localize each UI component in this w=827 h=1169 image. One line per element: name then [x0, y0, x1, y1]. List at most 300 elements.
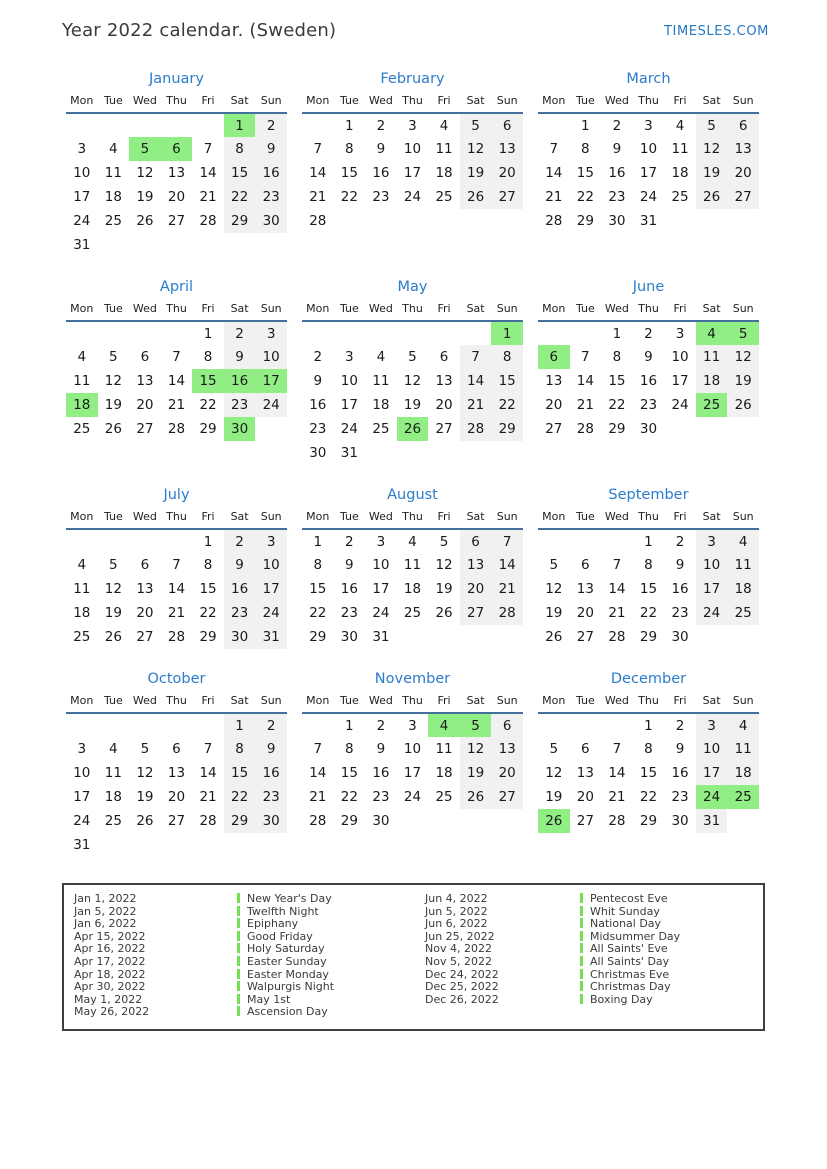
day-cell: 24 [696, 785, 728, 809]
day-cell: 28 [460, 417, 492, 441]
legend-column [425, 893, 763, 1019]
day-cell: 19 [545, 605, 563, 621]
day-cell: 30 [255, 809, 287, 833]
day-cell: 13 [727, 137, 759, 161]
day-cell: 10 [639, 141, 658, 157]
legend-date: Jun 5, 2022 [425, 904, 488, 918]
month-table [302, 94, 523, 233]
day-cell: 18 [696, 369, 728, 393]
day-cell: 16 [309, 397, 327, 413]
empty-cell [302, 321, 334, 345]
empty-cell [727, 417, 759, 441]
month-november [302, 671, 523, 833]
day-cell: 10 [671, 349, 689, 365]
brand-link[interactable]: TIMESLES.COM [663, 24, 769, 39]
day-cell: 23 [224, 601, 256, 625]
day-cell: 13 [136, 373, 154, 389]
month-june [538, 279, 759, 441]
month-december [538, 671, 759, 833]
day-cell: 20 [727, 161, 759, 185]
day-cell: 17 [639, 165, 658, 181]
day-cell: 19 [104, 397, 122, 413]
holiday-marker-icon [580, 943, 583, 953]
day-cell: 7 [313, 141, 323, 157]
empty-cell [98, 833, 130, 857]
day-cell: 28 [167, 629, 186, 645]
day-cell: 20 [167, 189, 186, 205]
day-cell: 29 [639, 813, 658, 829]
empty-cell [601, 529, 633, 553]
weekday-header: Wed [365, 302, 397, 321]
empty-cell [98, 321, 130, 345]
empty-cell [664, 209, 696, 233]
day-cell: 20 [435, 397, 453, 413]
weekday-header: Sun [491, 94, 523, 113]
day-cell: 16 [255, 761, 287, 785]
day-cell: 29 [340, 813, 358, 829]
day-cell: 8 [224, 137, 256, 161]
day-cell: 29 [309, 629, 327, 645]
day-cell: 22 [608, 397, 626, 413]
empty-cell [460, 209, 492, 233]
weekday-header: Tue [334, 694, 366, 713]
day-cell: 15 [199, 581, 217, 597]
day-cell: 30 [224, 625, 256, 649]
day-cell: 20 [136, 397, 154, 413]
empty-cell [365, 441, 397, 465]
day-cell: 4 [408, 533, 417, 550]
empty-cell [696, 209, 728, 233]
day-cell: 11 [73, 373, 91, 389]
weekday-header: Thu [397, 694, 429, 713]
legend-date: Dec 26, 2022 [425, 992, 499, 1006]
legend-holiday-name: Twelfth Night [247, 904, 319, 918]
day-cell: 24 [403, 189, 422, 205]
day-cell: 8 [644, 557, 653, 573]
weekday-header: Mon [66, 510, 98, 529]
day-cell: 9 [644, 349, 653, 365]
holiday-marker-icon [580, 969, 583, 979]
day-cell: 14 [491, 553, 523, 577]
day-cell: 16 [639, 373, 658, 389]
day-cell: 16 [224, 577, 256, 601]
day-cell: 21 [199, 189, 217, 205]
legend-holiday-name: Pentecost Eve [590, 892, 668, 905]
day-cell: 21 [309, 789, 327, 805]
weekday-header: Sat [460, 510, 492, 529]
legend-holiday [237, 1006, 425, 1019]
day-cell: 6 [460, 529, 492, 553]
day-cell: 14 [608, 581, 626, 597]
weekday-header: Sun [255, 94, 287, 113]
day-cell: 18 [372, 397, 390, 413]
holiday-marker-icon [237, 931, 240, 941]
weekday-header: Mon [66, 302, 98, 321]
weekday-header: Sat [460, 694, 492, 713]
day-cell: 27 [545, 421, 563, 437]
legend-holiday-name: Christmas Day [590, 980, 671, 994]
day-cell: 6 [140, 557, 150, 573]
month-september [538, 487, 759, 649]
day-cell: 18 [403, 581, 422, 597]
day-cell: 23 [372, 789, 390, 805]
day-cell: 2 [675, 717, 685, 734]
day-cell: 28 [199, 813, 217, 829]
empty-cell [696, 625, 728, 649]
day-cell: 20 [576, 605, 594, 621]
weekday-header: Thu [161, 694, 193, 713]
day-cell: 18 [727, 761, 759, 785]
day-cell: 21 [545, 189, 563, 205]
day-cell: 4 [77, 349, 87, 365]
legend-holiday-name: Holy Saturday [247, 942, 325, 956]
weekday-header: Sun [727, 510, 759, 529]
day-cell: 5 [549, 741, 559, 757]
empty-cell [538, 321, 570, 345]
day-cell: 26 [696, 185, 728, 209]
day-cell: 9 [313, 373, 323, 389]
empty-cell [460, 441, 492, 465]
day-cell: 31 [73, 237, 91, 253]
legend-holiday-name: Easter Monday [247, 967, 329, 981]
day-cell: 17 [73, 189, 91, 205]
empty-cell [397, 809, 429, 833]
day-cell: 19 [460, 761, 492, 785]
empty-cell [727, 209, 759, 233]
day-cell: 15 [340, 765, 358, 781]
weekday-header: Sun [491, 510, 523, 529]
weekday-header: Mon [66, 694, 98, 713]
day-cell: 30 [639, 421, 658, 437]
month-title: December [610, 671, 687, 687]
empty-cell [224, 833, 256, 857]
month-title: July [163, 487, 190, 503]
day-cell: 4 [727, 713, 759, 737]
day-cell: 25 [73, 629, 91, 645]
day-cell: 3 [376, 533, 386, 550]
page-title: Year 2022 calendar. (Sweden) [62, 20, 337, 41]
day-cell: 27 [136, 629, 154, 645]
day-cell: 17 [671, 373, 689, 389]
day-cell: 19 [727, 369, 759, 393]
day-cell: 14 [608, 765, 626, 781]
day-cell: 27 [460, 601, 492, 625]
day-cell: 24 [73, 213, 91, 229]
weekday-header: Wed [601, 510, 633, 529]
empty-cell [491, 809, 523, 833]
weekday-header: Wed [601, 694, 633, 713]
day-cell: 29 [576, 213, 594, 229]
day-cell: 15 [340, 165, 358, 181]
day-cell: 13 [435, 373, 453, 389]
empty-cell [397, 321, 429, 345]
day-cell: 3 [675, 325, 685, 342]
day-cell: 5 [140, 741, 150, 757]
day-cell: 2 [612, 117, 622, 134]
day-cell: 24 [403, 789, 422, 805]
day-cell: 28 [608, 813, 626, 829]
day-cell: 22 [576, 189, 594, 205]
day-cell: 5 [696, 113, 728, 137]
day-cell: 15 [224, 161, 256, 185]
day-cell: 6 [581, 557, 590, 573]
day-cell: 17 [696, 761, 728, 785]
day-cell: 11 [696, 345, 728, 369]
day-cell: 19 [435, 581, 453, 597]
weekday-header: Sat [460, 94, 492, 113]
empty-cell [66, 321, 98, 345]
legend-holiday-name: Whit Sunday [590, 904, 660, 918]
day-cell: 26 [460, 785, 492, 809]
empty-cell [98, 529, 130, 553]
weekday-header: Sun [727, 94, 759, 113]
weekday-header: Sun [491, 694, 523, 713]
weekday-header: Thu [633, 694, 665, 713]
day-cell: 14 [199, 765, 217, 781]
month-table [302, 302, 523, 465]
weekday-header: Mon [538, 302, 570, 321]
empty-cell [601, 713, 633, 737]
empty-cell [727, 809, 759, 833]
day-cell: 9 [612, 141, 622, 157]
day-cell: 14 [576, 373, 594, 389]
weekday-header: Thu [161, 302, 193, 321]
empty-cell [397, 441, 429, 465]
day-cell: 2 [224, 321, 256, 345]
empty-cell [664, 417, 696, 441]
empty-cell [365, 209, 397, 233]
day-cell: 11 [727, 553, 759, 577]
weekday-header: Wed [601, 94, 633, 113]
weekday-header: Fri [664, 94, 696, 113]
empty-cell [460, 625, 492, 649]
day-cell: 4 [675, 117, 685, 134]
weekday-header: Tue [570, 94, 602, 113]
weekday-header: Tue [98, 694, 130, 713]
day-cell: 13 [460, 553, 492, 577]
legend-date: Dec 25, 2022 [425, 980, 499, 994]
day-cell: 1 [644, 533, 653, 550]
day-cell: 24 [639, 189, 658, 205]
empty-cell [727, 625, 759, 649]
empty-cell [302, 713, 334, 737]
empty-cell [255, 233, 287, 257]
empty-cell [129, 113, 161, 137]
weekday-header: Sun [727, 302, 759, 321]
day-cell: 21 [167, 605, 186, 621]
day-cell: 16 [224, 369, 256, 393]
day-cell: 5 [408, 349, 417, 365]
day-cell: 20 [167, 789, 186, 805]
calendar-grid [66, 71, 827, 857]
day-cell: 28 [608, 629, 626, 645]
legend-column [74, 893, 425, 1019]
holiday-marker-icon [237, 906, 240, 916]
day-cell: 18 [73, 605, 91, 621]
day-cell: 18 [104, 189, 122, 205]
day-cell: 14 [309, 165, 327, 181]
day-cell: 10 [340, 373, 358, 389]
legend-holiday-name: National Day [590, 917, 662, 931]
day-cell: 13 [576, 765, 594, 781]
empty-cell [129, 233, 161, 257]
month-table [302, 694, 523, 833]
day-cell: 17 [255, 369, 287, 393]
day-cell: 3 [696, 713, 728, 737]
day-cell: 10 [403, 741, 422, 757]
month-title: April [159, 279, 194, 295]
empty-cell [192, 233, 224, 257]
day-cell: 22 [224, 785, 256, 809]
day-cell: 21 [608, 605, 626, 621]
day-cell: 8 [313, 557, 323, 573]
day-cell: 26 [538, 809, 570, 833]
day-cell: 24 [671, 397, 689, 413]
day-cell: 7 [313, 741, 323, 757]
empty-cell [334, 209, 366, 233]
day-cell: 9 [675, 557, 685, 573]
month-table [538, 510, 759, 649]
legend-date: Apr 17, 2022 [74, 954, 146, 968]
empty-cell [161, 713, 193, 737]
day-cell: 25 [435, 789, 453, 805]
empty-cell [161, 321, 193, 345]
weekday-header: Tue [570, 302, 602, 321]
day-cell: 7 [203, 141, 213, 157]
day-cell: 1 [345, 717, 354, 734]
month-title: September [608, 487, 689, 503]
day-cell: 16 [255, 161, 287, 185]
empty-cell [428, 809, 460, 833]
weekday-header: Tue [570, 510, 602, 529]
day-cell: 15 [639, 765, 658, 781]
day-cell: 26 [727, 393, 759, 417]
day-cell: 3 [644, 117, 653, 134]
day-cell: 28 [309, 813, 327, 829]
day-cell: 24 [255, 393, 287, 417]
day-cell: 17 [403, 165, 422, 181]
day-cell: 13 [576, 581, 594, 597]
holiday-marker-icon [237, 918, 240, 928]
empty-cell [129, 833, 161, 857]
day-cell: 3 [77, 141, 87, 157]
day-cell: 29 [199, 421, 217, 437]
day-cell: 6 [439, 349, 449, 365]
day-cell: 2 [345, 533, 354, 550]
day-cell: 25 [403, 605, 422, 621]
day-cell: 31 [73, 837, 91, 853]
day-cell: 19 [460, 161, 492, 185]
day-cell: 11 [435, 141, 453, 157]
day-cell: 13 [545, 373, 563, 389]
day-cell: 19 [104, 605, 122, 621]
weekday-header: Thu [161, 94, 193, 113]
day-cell: 26 [545, 629, 563, 645]
day-cell: 10 [403, 141, 422, 157]
empty-cell [460, 809, 492, 833]
month-title: August [387, 487, 438, 503]
day-cell: 20 [491, 761, 523, 785]
day-cell: 4 [77, 557, 87, 573]
weekday-header: Thu [161, 510, 193, 529]
weekday-header: Sat [224, 510, 256, 529]
weekday-header: Mon [66, 94, 98, 113]
day-cell: 8 [644, 741, 653, 757]
legend-holiday-name: All Saints' Day [590, 954, 670, 968]
day-cell: 3 [255, 529, 287, 553]
day-cell: 12 [460, 137, 492, 161]
day-cell: 12 [435, 557, 453, 573]
empty-cell [161, 529, 193, 553]
day-cell: 22 [224, 185, 256, 209]
day-cell: 8 [224, 737, 256, 761]
weekday-header: Sat [460, 302, 492, 321]
holiday-marker-icon [580, 893, 583, 903]
day-cell: 10 [73, 165, 91, 181]
day-cell: 21 [491, 577, 523, 601]
day-cell: 31 [639, 213, 658, 229]
empty-cell [129, 321, 161, 345]
day-cell: 25 [372, 421, 390, 437]
day-cell: 12 [727, 345, 759, 369]
weekday-header: Sun [255, 510, 287, 529]
day-cell: 29 [639, 629, 658, 645]
day-cell: 11 [403, 557, 422, 573]
legend-holiday-name: May 1st [247, 992, 291, 1006]
empty-cell [696, 417, 728, 441]
holiday-marker-icon [580, 994, 583, 1004]
day-cell: 30 [608, 213, 626, 229]
day-cell: 6 [161, 137, 193, 161]
day-cell: 22 [199, 397, 217, 413]
weekday-header: Tue [334, 94, 366, 113]
day-cell: 27 [491, 185, 523, 209]
weekday-header: Sat [696, 302, 728, 321]
day-cell: 3 [255, 321, 287, 345]
holiday-marker-icon [580, 906, 583, 916]
day-cell: 4 [109, 141, 118, 157]
day-cell: 1 [203, 325, 213, 342]
month-table [538, 694, 759, 833]
legend-date: May 26, 2022 [74, 1005, 150, 1019]
day-cell: 6 [140, 349, 150, 365]
day-cell: 19 [403, 397, 422, 413]
legend-date: Jan 6, 2022 [74, 917, 137, 931]
day-cell: 11 [73, 581, 91, 597]
day-cell: 18 [435, 165, 453, 181]
day-cell: 21 [576, 397, 594, 413]
legend-holiday-name: Easter Sunday [247, 954, 327, 968]
day-cell: 15 [608, 373, 626, 389]
day-cell: 29 [199, 629, 217, 645]
day-cell: 28 [199, 213, 217, 229]
day-cell: 13 [491, 737, 523, 761]
day-cell: 27 [136, 421, 154, 437]
weekday-header: Sun [491, 302, 523, 321]
weekday-header: Thu [633, 302, 665, 321]
day-cell: 22 [309, 605, 327, 621]
day-cell: 26 [397, 417, 429, 441]
legend-date: Nov 4, 2022 [425, 942, 492, 956]
day-cell: 25 [435, 189, 453, 205]
weekday-header: Tue [570, 694, 602, 713]
day-cell: 26 [104, 629, 122, 645]
legend-date: Jan 5, 2022 [74, 904, 137, 918]
day-cell: 22 [639, 789, 658, 805]
day-cell: 19 [136, 189, 154, 205]
day-cell: 9 [224, 553, 256, 577]
legend-date: May 1, 2022 [74, 992, 143, 1006]
